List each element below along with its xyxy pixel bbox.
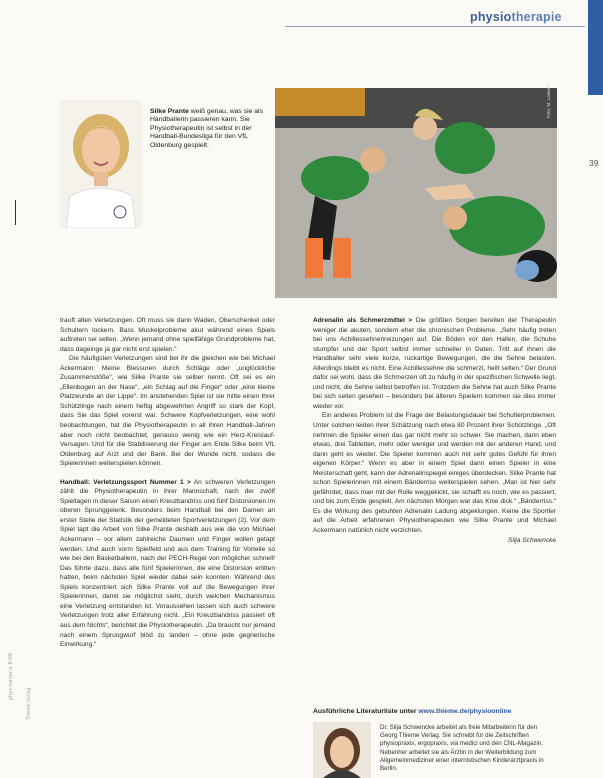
photo-credit: Foto: M. Lammert <box>546 82 551 118</box>
margin-vertical-text-2: Thieme Verlag <box>26 687 32 720</box>
section-header-part1: physio <box>470 10 512 24</box>
left-section-handball <box>60 478 275 650</box>
left-para-2-text: Die häufigsten Verletzungen sind bei ihr die gleichen wie bei Michael Ackermann: Meine Blessuren durch Schläge oder „unglückliche Zusammenstöße“, wie Silke Prante sie selber nennt. Oft sei es ein „Ellenbogen an der Nase“, „ein Schlag auf die Finger“ oder „eine kleine Platzwunde an der Lippe“. Im anstehenden Spiel ist sie mitte einen Ihrer Schützlinge nach einem heftig abgewehrten Angriff so stark der Kopf, dass Sie das Spiel vorerst war. Schwere Kopfverletzungen, eine wohl beobachtungen, hat die Physiotherapeutin in all ihren Handball-Jahren aber noch nicht beobachtet, genauso wenig wie ein Herz-Kreislauf-Versagen. Und für die Stabilisierung der Finger am Ende Silke beim VfL Oldenburg auf Arzt und der Bank. Bei der Wunde nicht, sodass die Spielerinnen weiterspielen können. <box>60 355 275 468</box>
section-header-part2: therapie <box>511 10 562 24</box>
section-heading-adrenalin: Adrenalin als Schmerzmittel > <box>313 317 413 324</box>
margin-mark <box>15 200 16 225</box>
author-photo <box>313 722 371 778</box>
right-column <box>313 316 556 545</box>
margin-vertical-text: physiopraxis 8/08 <box>8 652 14 700</box>
literature-note <box>313 708 556 715</box>
author-bio: Dr. Silja Schwencke arbeitet als freie Mitarbeiterin für den Georg Thieme Verlag. Sie schreibt für die Zeitschriften physiopraxis, ergopraxis, via medici und den CNL-Magazin. Nebenher arbeitet sie als Ärztin in der Weiterbildung zum Allgemeinmediziner einer internistischen Kinderarztpraxis in Berlin. <box>380 724 544 773</box>
handball-scene-drawing <box>275 88 557 298</box>
right-section-adrenalin-text: Die größten Sorgen bereiten der Therapeutin weniger die akuten, sondern eher die chronischen Probleme. „Sehr häufig treten bei uns Achillessehnenreizungen auf. Die Böden vor den Hallen, die Schuhe stumpfer und der Sport selbst immer schneller in Daten. Tritt auf ihnen die Handballer sehr viele kurze, ruckartige Bewegungen, die die Sehne belasten. Allerdings bleibt es nicht. Eine Achillessehne die schmerzt, heilt selten.“ Der Grund dafür sei wohl, dass die Schmerzen oft zu häufig in der spezifischen Schwelle liegt, und nicht, die Sehne selbst betroffen ist. Trotzdem die Sehne hat auch Silke Prante bei sich selten gesehen – besonders bei älteren Spielern kommen sie dies immer wieder vor. <box>313 317 556 410</box>
handball-action-photo <box>275 88 557 298</box>
left-para-2 <box>60 354 275 469</box>
author-photo-drawing <box>313 722 371 778</box>
section-heading-handball: Handball: Verletzungssport Nummer 1 > <box>60 478 191 486</box>
portrait-drawing <box>60 100 142 228</box>
right-para-2-text: Ein anderes Problem ist die Frage der Belastungsdauer bei Schulterproblemen. Unter solchen leiden ihrer Schätzung nach etwa 80 Prozent ihrer Schützlinge. „Oft nehmen die Spieler einen das gar nicht mehr so schwer. Sie machen, dann eben etwas, drei Tabletten, mehr oder weniger und werden mit der anderen Hand, und dann geht es wieder. Die Spieler kommen auch mit sehr gutes Gefühl für ihren eigenen Körper.“ Wenn es aber in einem Spiel dann einen Spieler in eine Meisterschaft geht, kann der Adrenalinspiegel einiges überdecken. Silke Prante hat schon Spielerinnen mit einem Bänderriss weiterspielen sehen. „Man ist hier sehr gefährdet, dass man mit der Rolle weggekickt, sie schafft es noch, wie es passiert, und bis zum Ende gespielt. Am nächsten Morgen war das Knie dick.“ „Bänderriss.“ Es die Wirkung des gebuhten Adrenalin Ladung abgeklungen. Keine die Sportler auf die Arbeit erfahrenen Physiotherapeuten wie Silke Prante und Michael Ackermann natürlich nicht verzichten. <box>313 412 556 535</box>
section-header <box>470 10 562 24</box>
left-section-handball-text: An schweren Verletzungen zählt die Physiotherapeutin in ihrer Mannschaft, nach der zwölf Spieltagen in dieser Saison einen Kreuzbandriss und fünf Distorsionen im oberen Sprunggelenk. Besonders beim Handball bei den Damen an erster Stelle der Statistik der gemeldeten Sportverletzungen (2). Vor dem Spiel tapt die Arbeit von Silke Prante deshalb aus wie die von Michael Ackermann – vor allem zahlreiche Daumen und Finger wollen getapt werden. Und auch vorm Spielfeld und aus dem Training für Vorteile so wie bei den Basketballern, nach der PECH-Regel von möglicher schnell! Das führte dazu, dass alle fünf Spielerinnen, die eine Distorsion erlitten hatten, beim nächsten Spiel wieder dabei sein konnten. Während des Spiels konzentriert sich Silke Prante voll auf die Bewegungen ihrer Spielerinnen, damit sie möglichst sieht, durch welchen Mechanismus eine Verletzung entstanden ist. Voraussehen lassen sich auch schwere Verletzungen trotz aller Erfahrung nicht. „Ein Kreuzbandriss passiert oft aus dem Nichts“, berichtet die Physiotherapeutin. „Da braucht nur jemand nach einem Sprungwurf blöd zu landen – ohne jede gegnerische Einwirkung.“ <box>60 478 275 649</box>
left-column <box>60 316 275 650</box>
caption-text: weiß genau, was sie als Handballerin passieren kann. Sie Physiotherapeutin ist selbst in der Handball-Bundesliga für den VfL Oldenburg gespielt. <box>150 108 263 149</box>
right-section-adrenalin <box>313 316 556 411</box>
right-para-2 <box>313 411 556 535</box>
portrait-photo-silke-prante <box>60 100 142 228</box>
page-number: 39 <box>589 158 599 168</box>
caption-name: Silke Prante <box>150 108 189 115</box>
left-para-1 <box>60 316 275 354</box>
photo-caption <box>150 108 270 150</box>
literature-prefix: Ausführliche Literaturliste unter <box>313 708 419 715</box>
header-rule <box>285 26 585 27</box>
section-color-tab <box>588 0 603 95</box>
literature-link[interactable]: www.thieme.de/physioonline <box>418 708 512 715</box>
author-signature: Silja Schwencke <box>507 536 556 544</box>
left-para-1-text: trauft alten Verletzungen. Oft muss sie dann Waden, Oberschenkel oder Schultern lockern. Bass Muskelprobleme akut während eines Spiels auftreten sei selten. „Wenn jemand ohne spielfähige Grundprobleme hat, dass dageinge ja gar nicht erst spielen.“ <box>60 317 275 353</box>
